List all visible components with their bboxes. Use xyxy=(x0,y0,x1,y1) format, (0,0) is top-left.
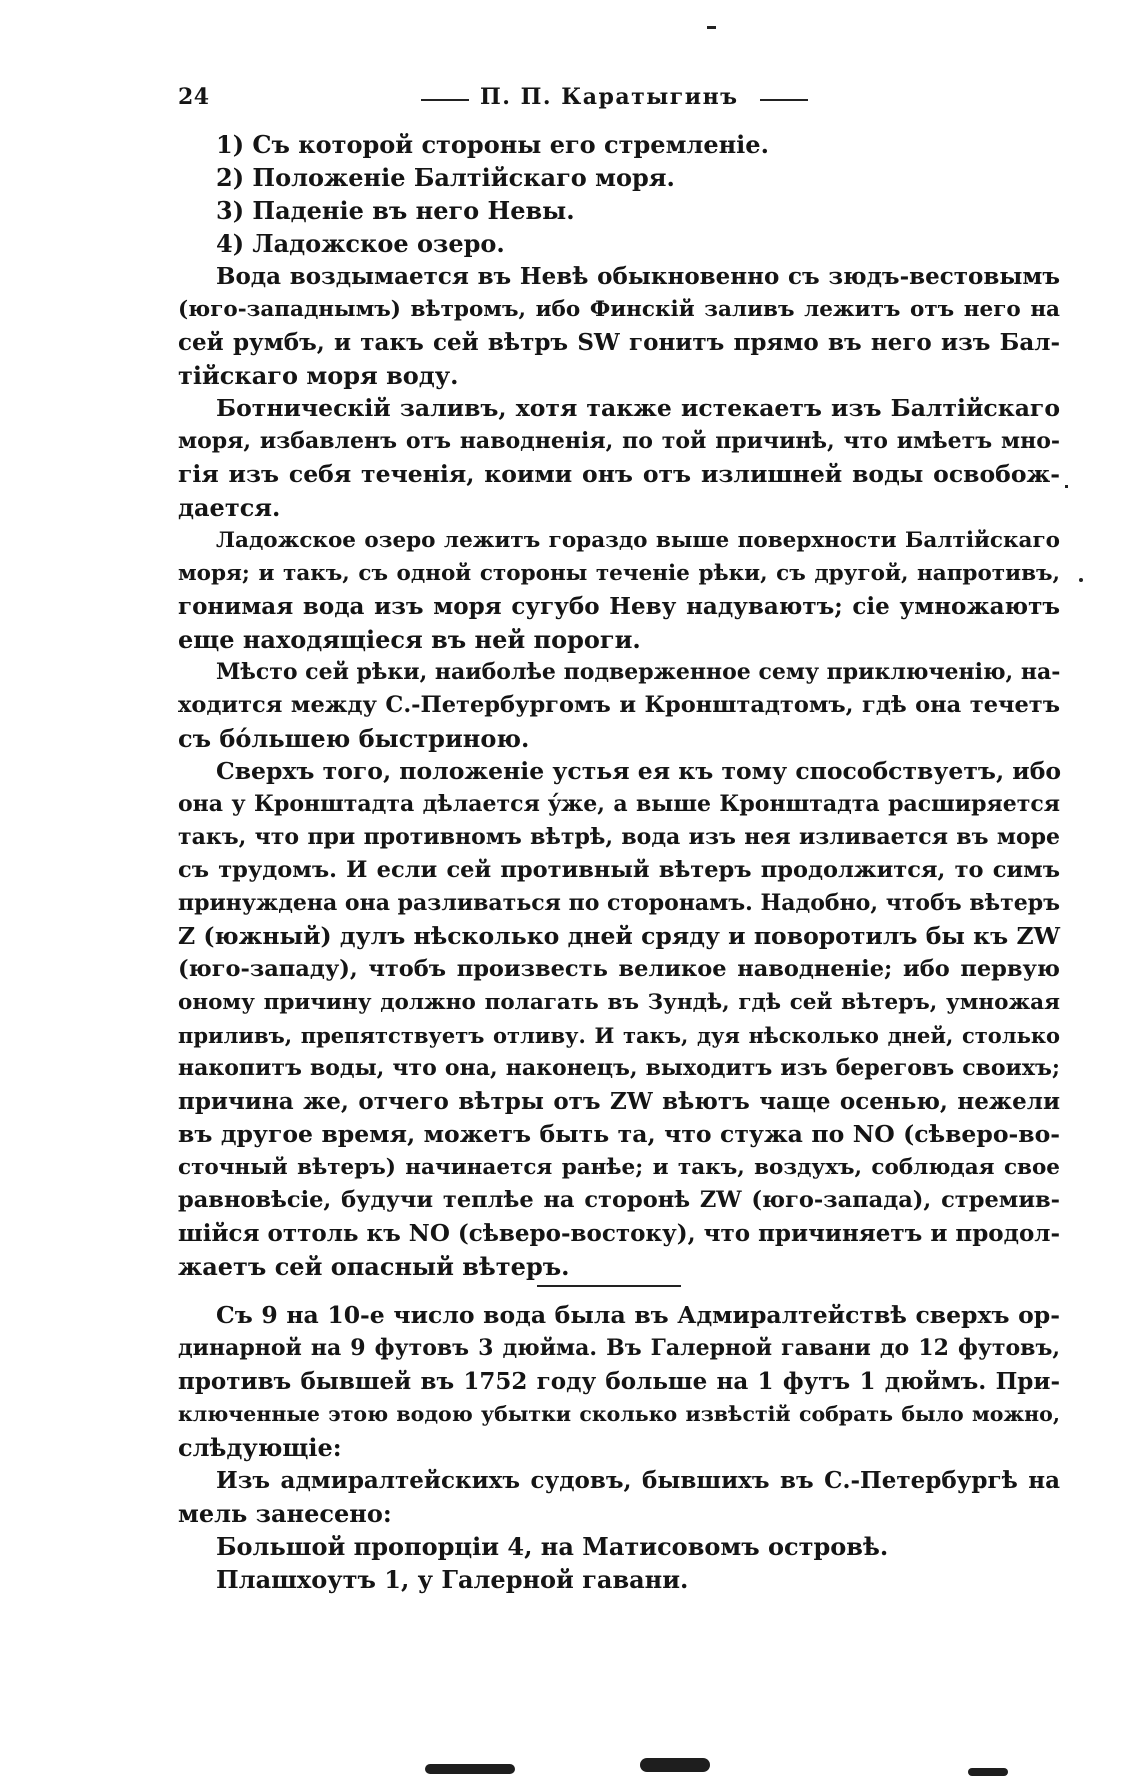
scan-smudge xyxy=(968,1768,1008,1776)
text-line: Плашхоутъ 1, у Галерной гавани. xyxy=(216,1565,689,1594)
page-number: 24 xyxy=(178,84,210,110)
text-line: Изъ адмиралтейскихъ судовъ, бывшихъ въ С.-Петербургѣ на xyxy=(216,1467,1060,1494)
section-separator xyxy=(537,1285,681,1287)
text-line: (юго-западу), чтобъ произвесть великое наводненіе; ибо первую xyxy=(178,956,1060,982)
paragraph xyxy=(178,1299,1060,1464)
text-line: накопитъ воды, что она, наконецъ, выходитъ изъ береговъ своихъ; xyxy=(178,1055,1060,1081)
scan-smudge xyxy=(425,1764,515,1774)
text-line: Ботническій заливъ, хотя также истекаетъ изъ Балтійскаго xyxy=(216,394,1060,422)
paragraph xyxy=(178,1464,1060,1530)
text-line: (юго-западнымъ) вѣтромъ, ибо Финскій заливъ лежитъ отъ него на xyxy=(178,297,1060,322)
text-line: Ладожское озеро лежитъ гораздо выше поверхности Балтійскаго xyxy=(216,528,1060,553)
text-line: ключенные этою водою убытки сколько извѣстій собрать было можно, xyxy=(178,1402,1060,1426)
paragraph xyxy=(178,260,1060,392)
scan-speck xyxy=(1079,578,1083,582)
text-line: сточный вѣтеръ) начинается ранѣе; и такъ, воздухъ, соблюдая свое xyxy=(178,1155,1060,1180)
text-line: гія изъ себя теченія, коими онъ отъ излишней воды освобож- xyxy=(178,460,1060,488)
list-item: 4) Ладожское озеро. xyxy=(216,229,505,258)
text-line: динарной на 9 футовъ 3 дюйма. Въ Галерной гавани до 12 футовъ, xyxy=(178,1335,1060,1361)
header-rule-left xyxy=(421,99,469,101)
paragraph xyxy=(178,1563,1060,1596)
text-line: Съ 9 на 10-е число вода была въ Адмиралтействѣ сверхъ ор- xyxy=(216,1301,1060,1329)
text-line: ходится между С.-Петербургомъ и Кронштадтомъ, гдѣ она течетъ xyxy=(178,692,1060,718)
text-line: равновѣсіе, будучи теплѣе на сторонѣ ZW (юго-запада), стремив- xyxy=(178,1187,1060,1213)
paragraph xyxy=(178,524,1060,656)
body-text xyxy=(178,128,1060,1283)
header-rule-right xyxy=(760,99,808,101)
text-line: Сверхъ того, положеніе устья ея къ тому способствуетъ, ибо xyxy=(216,757,1062,785)
paragraph xyxy=(178,755,1060,1283)
text-line: сей румбъ, и такъ сей вѣтръ SW гонитъ прямо въ него изъ Бал- xyxy=(178,329,1060,356)
text-line: слѣдующіе: xyxy=(178,1433,342,1462)
list-item: 3) Паденіе въ него Невы. xyxy=(216,196,575,225)
scan-speck xyxy=(1065,485,1068,488)
text-line: еще находящіеся въ ней пороги. xyxy=(178,625,641,654)
numbered-list xyxy=(178,128,1060,260)
text-line: съ трудомъ. И если сей противный вѣтеръ продолжится, то симъ xyxy=(178,857,1060,883)
text-line: моря; и такъ, съ одной стороны теченіе рѣки, съ другой, напротивъ, xyxy=(178,561,1060,586)
text-line: она у Кронштадта дѣлается ýже, а выше Кронштадта расширяется xyxy=(178,791,1060,817)
list-item: 2) Положеніе Балтійскаго моря. xyxy=(216,163,675,192)
list-item: 1) Съ которой стороны его стремленіе. xyxy=(216,130,769,159)
text-line: противъ бывшей въ 1752 году больше на 1 футъ 1 дюймъ. При- xyxy=(178,1368,1060,1395)
text-line: съ бόльшею быстриною. xyxy=(178,724,530,753)
text-line: жаетъ сей опасный вѣтеръ. xyxy=(178,1252,570,1281)
paragraph xyxy=(178,1530,1060,1563)
text-line: въ другое время, можетъ быть та, что стужа по NO (сѣверо-во- xyxy=(178,1120,1060,1148)
text-line: дается. xyxy=(178,493,281,522)
text-line: тійскаго моря воду. xyxy=(178,361,459,390)
text-line: приливъ, препятствуетъ отливу. И такъ, дуя нѣсколько дней, столько xyxy=(178,1023,1060,1048)
text-line: гонимая вода изъ моря сугубо Неву надуваютъ; сіе умножаютъ xyxy=(178,593,1060,620)
running-title: П. П. Каратыгинъ xyxy=(480,84,739,110)
paragraph xyxy=(178,656,1060,755)
body-text-section-2 xyxy=(178,1299,1060,1596)
text-line: причина же, отчего вѣтры отъ ZW вѣютъ чаще осенью, нежели xyxy=(178,1088,1060,1115)
scan-speck xyxy=(707,26,716,29)
text-line: Вода воздымается въ Невѣ обыкновенно съ зюдъ-вестовымъ xyxy=(216,263,1060,290)
scan-smudge xyxy=(640,1758,710,1772)
text-line: оному причину должно полагать въ Зундѣ, гдѣ сей вѣтеръ, умножая xyxy=(178,990,1060,1015)
text-line: Большой пропорціи 4, на Матисовомъ островѣ. xyxy=(216,1532,889,1561)
text-line: моря, избавленъ отъ наводненія, по той причинѣ, что имѣетъ мно- xyxy=(178,428,1060,454)
text-line: такъ, что при противномъ вѣтрѣ, вода изъ нея изливается въ море xyxy=(178,824,1060,850)
running-header xyxy=(178,84,1063,120)
text-line: мель занесено: xyxy=(178,1499,392,1528)
text-line: шійся оттоль къ NO (сѣверо-востоку), что причиняетъ и продол- xyxy=(178,1220,1061,1247)
text-line: Z (южный) дулъ нѣсколько дней сряду и поворотилъ бы къ ZW xyxy=(178,922,1060,950)
paragraph xyxy=(178,392,1060,524)
text-line: принуждена она разливаться по сторонамъ. Надобно, чтобъ вѣтеръ xyxy=(178,890,1060,916)
text-line: Мѣсто сей рѣки, наиболѣе подверженное сему приключенію, на- xyxy=(216,659,1061,685)
